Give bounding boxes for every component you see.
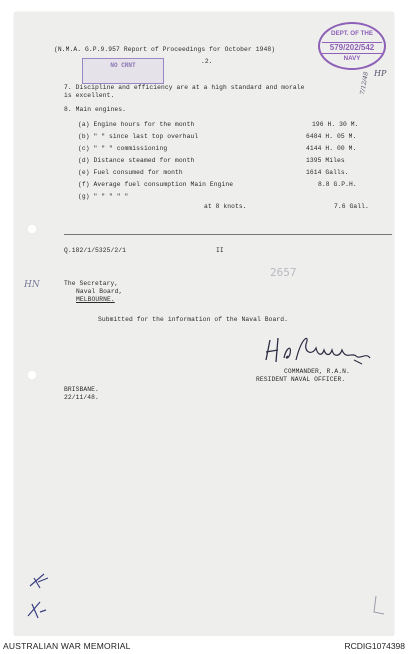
section-8-heading: 8. Main engines. [64, 106, 127, 113]
archive-footer [0, 636, 409, 654]
margin-initials-mark [26, 572, 56, 622]
engine-item-value: 6484 H. 05 M. [306, 133, 357, 140]
engine-item-label: (d) Distance steamed for month [78, 157, 195, 164]
minute-roman-numeral: II [216, 247, 224, 254]
archive-name: AUSTRALIAN WAR MEMORIAL [3, 641, 131, 651]
corner-pencil-mark [364, 594, 388, 618]
engine-item-value: 4144 H. 00 M. [306, 145, 357, 152]
engine-item-label: at 8 knots. [204, 203, 247, 210]
dispatch-date: 22/11/48. [64, 394, 99, 401]
received-stamp-mid: NO CRNT [110, 62, 136, 69]
place: BRISBANE. [64, 386, 99, 393]
engine-item-label: (a) Engine hours for the month [78, 121, 195, 128]
minute-body: Submitted for the information of the Naval Board. [98, 316, 289, 323]
handwritten-signature [262, 330, 374, 370]
addressee-line2: Naval Board, [76, 288, 123, 295]
signature-title-2: RESIDENT NAVAL OFFICER. [256, 376, 346, 383]
engine-item-value: 7.6 Gall. [334, 203, 369, 210]
engine-item-label: (c) " " " commissioning [78, 145, 168, 152]
section-divider [64, 234, 392, 235]
margin-handwriting: HN [24, 280, 40, 290]
engine-item-value: 196 H. 30 M. [312, 121, 359, 128]
handwritten-hp: HP [374, 69, 387, 78]
archive-id: RCDIG1074398 [344, 641, 405, 651]
punch-hole-bottom [27, 370, 37, 380]
minute-reference: Q.182/1/5325/2/1 [64, 247, 127, 254]
addressee-line1: The Secretary, [64, 280, 119, 287]
navy-department-stamp [318, 22, 386, 70]
stamp-navy: NAVY [343, 55, 361, 62]
engine-item-value: 1614 Galls. [306, 169, 349, 176]
section-7-line1: 7. Discipline and efficiency are at a high standard and morale [64, 84, 305, 91]
document-page [14, 12, 394, 636]
punch-hole-top [27, 224, 37, 234]
engine-item-label: (b) " " since last top overhaul [78, 133, 199, 140]
stamp-dept: DEPT. OF THE [331, 30, 373, 37]
handwritten-date: 7/12/48 [359, 71, 370, 96]
section-7-line2: is excellent. [64, 92, 115, 99]
engine-item-label: (f) Average fuel consumption Main Engine [78, 181, 234, 188]
engine-item-label: (e) Fuel consumed for month [78, 169, 183, 176]
report-title-line: (N.M.A. G.P.9.957 Report of Proceedings for October 1948) [54, 46, 276, 53]
addressee-line3: MELBOURNE. [76, 296, 115, 303]
received-stamp [82, 58, 164, 84]
registration-number: 2657 [270, 266, 297, 279]
page-number: .2. [201, 58, 213, 65]
stamp-file-number: 579/202/542 [322, 42, 382, 54]
engine-item-value: 1395 Miles [306, 157, 345, 164]
signature-title-1: COMMANDER, R.A.N. [284, 368, 350, 375]
engine-item-value: 8.8 G.P.H. [318, 181, 357, 188]
engine-item-label: (g) " " " " " [78, 193, 129, 200]
